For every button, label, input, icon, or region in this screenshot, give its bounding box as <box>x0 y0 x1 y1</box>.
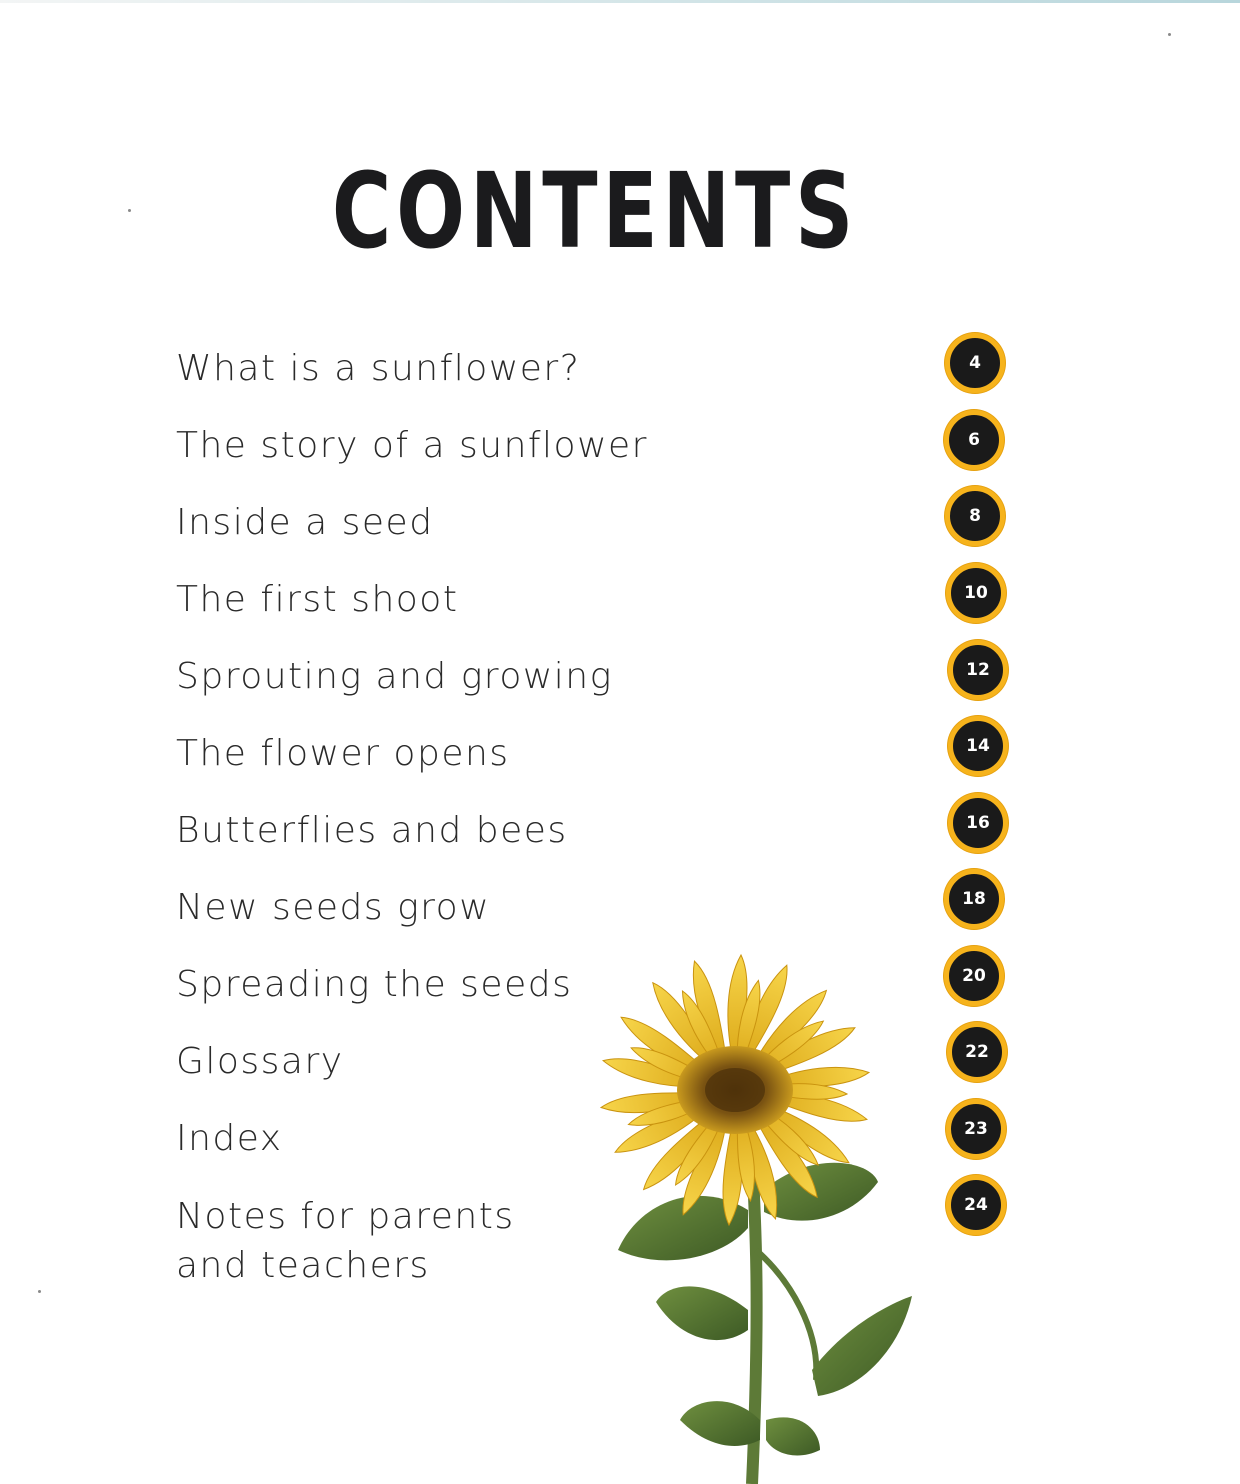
page-number-badge[interactable]: 24 <box>946 1175 1006 1235</box>
paper-speck <box>128 209 131 212</box>
toc-entry-label: The flower opens <box>176 733 510 774</box>
page-number-badge[interactable]: 22 <box>947 1022 1007 1082</box>
toc-entry-sprouting-and-growing[interactable] <box>176 652 1240 712</box>
toc-entry-butterflies-and-bees[interactable] <box>176 806 1240 866</box>
toc-entry-label: What is a sunflower? <box>176 348 581 389</box>
toc-entry-label: Spreading the seeds <box>176 964 573 1005</box>
toc-entry-new-seeds-grow[interactable] <box>176 883 1240 943</box>
page-number-badge[interactable]: 18 <box>944 869 1004 929</box>
page-number-badge[interactable]: 23 <box>946 1099 1006 1159</box>
paper-speck <box>1168 33 1171 36</box>
page-number-badge[interactable]: 8 <box>945 486 1005 546</box>
toc-entry-what-is-a-sunflower[interactable] <box>176 344 1240 404</box>
toc-entry-label: Butterflies and bees <box>176 810 568 851</box>
page-number-badge[interactable]: 10 <box>946 563 1006 623</box>
toc-entry-label: Inside a seed <box>176 502 434 543</box>
sunflower-icon <box>520 950 940 1484</box>
toc-entry-inside-a-seed[interactable] <box>176 498 1240 558</box>
toc-entry-label: Notes for parents and teachers <box>176 1196 515 1286</box>
paper-speck <box>38 1290 41 1293</box>
page-title: CONTENTS <box>331 150 859 272</box>
toc-entry-label: Glossary <box>176 1041 344 1082</box>
toc-entry-label: The first shoot <box>176 579 459 620</box>
page-number-badge[interactable]: 12 <box>948 640 1008 700</box>
toc-entry-label: Sprouting and growing <box>176 656 613 697</box>
toc-entry-label: Index <box>176 1118 283 1159</box>
toc-entry-flower-opens[interactable] <box>176 729 1240 789</box>
toc-entry-story-of-a-sunflower[interactable] <box>176 421 1240 481</box>
page-number-badge[interactable]: 6 <box>944 410 1004 470</box>
toc-entry-label: New seeds grow <box>176 887 491 928</box>
page-number-badge[interactable]: 4 <box>945 333 1005 393</box>
page-number-badge[interactable]: 20 <box>944 946 1004 1006</box>
page-number-badge[interactable]: 14 <box>948 716 1008 776</box>
toc-entry-label: The story of a sunflower <box>176 425 648 466</box>
page-number-badge[interactable]: 16 <box>948 793 1008 853</box>
toc-entry-first-shoot[interactable] <box>176 575 1240 635</box>
